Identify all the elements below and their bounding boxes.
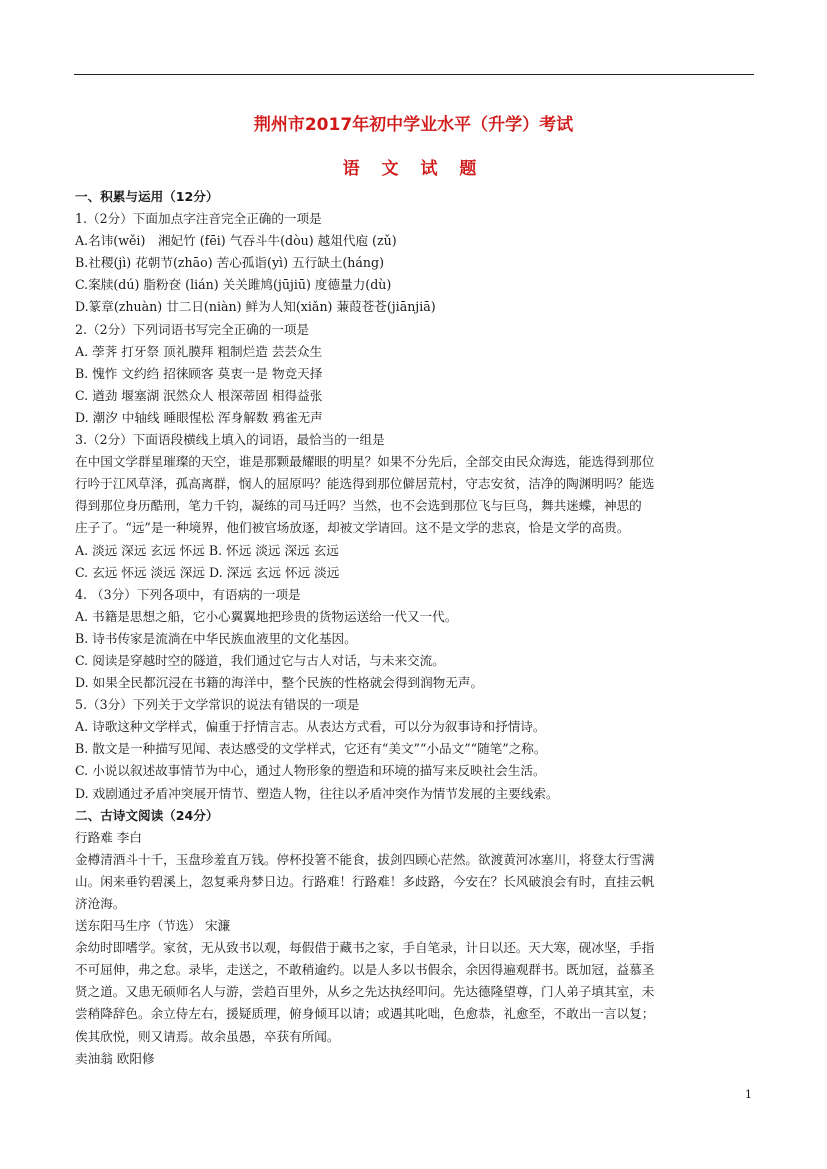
option-line: C.案牍(dú) 脂粉奁 (lián) 关关雎鸠(jūjiū) 度德量力(dù) [75, 277, 392, 293]
passage-line: 行吟于江风草泽，孤高离群，悯人的屈原吗？能选得到那位僻居荒村，守志安贫，洁净的陶渊明吗？能选 [75, 476, 655, 492]
question-stem: 1.（2分）下面加点字注音完全正确的一项是 [75, 211, 322, 227]
question-stem: 5.（3分）下列关于文学常识的说法有错误的一项是 [75, 697, 360, 713]
text-line: 不可屈伸，弗之怠。录毕，走送之，不敢稍逾约。以是人多以书假余，余因得遍观群书。既加冠，益慕圣 [75, 962, 655, 978]
exam-subtitle: 语 文 试 题 [342, 159, 485, 179]
option-line: B. 愧怍 文约绉 招徕顾客 莫衷一是 物竞天择 [75, 365, 323, 381]
option-line: D. 如果全民都沉浸在书籍的海洋中，整个民族的性格就会得到润物无声。 [75, 675, 484, 691]
passage-line: 在中国文学群星璀璨的天空，谁是那颗最耀眼的明星？如果不分先后，全部交由民众海选，能选得到那位 [75, 454, 655, 470]
text-line: 济沧海。 [75, 896, 126, 911]
question-stem: 3.（2分）下面语段横线上填入的词语，最恰当的一组是 [75, 432, 385, 448]
option-line: C. 玄远 怀远 淡远 深远 D. 深远 玄远 怀远 淡远 [75, 564, 340, 580]
passage-line: 庄子了。“远”是一种境界，他们被官场放逐，却被文学请回。这不是文学的悲哀，恰是文学的高贵。 [75, 520, 630, 536]
page-number: 1 [745, 1088, 752, 1101]
option-line: A. 荸荠 打牙祭 顶礼膜拜 粗制烂造 芸芸众生 [75, 343, 323, 359]
option-line: D. 潮汐 中轴线 睡眼惺松 浑身解数 鸦雀无声 [75, 409, 323, 425]
option-line: C. 小说以叙述故事情节为中心，通过人物形象的塑造和环境的描写来反映社会生活。 [75, 763, 546, 779]
text-line: 余幼时即嗜学。家贫，无从致书以观，每假借于藏书之家，手自笔录，计日以还。天大寒，砚冰坚，手指 [75, 940, 655, 956]
option-line: A.名讳(wěi) 湘妃竹 (fēi) 气吞斗牛(dòu) 越俎代庖 (zǔ) [75, 233, 397, 249]
option-line: C. 遒劲 堰塞湖 泯然众人 根深蒂固 相得益张 [75, 387, 323, 403]
header-rule [74, 74, 754, 75]
option-line: D.篆章(zhuàn) 廿二日(niàn) 鲜为人知(xiǎn) 蒹葭苍苍(jiānjiā) [75, 299, 436, 315]
text-line: 山。闲来垂钓碧溪上，忽复乘舟梦日边。行路难！行路难！多歧路，今安在？长风破浪会有时，直挂云帆 [75, 873, 655, 889]
exam-content [75, 186, 755, 1070]
question-stem: 4. （3分）下列各项中，有语病的一项是 [75, 586, 301, 602]
exam-title: 荆州市2017年初中学业水平（升学）考试 [253, 115, 574, 135]
text-line: 贤之道。又患无硕师名人与游，尝趋百里外，从乡之先达执经叩问。先达德隆望尊，门人弟子填其室，未 [75, 984, 655, 1000]
text-line: 金樽清酒斗十千，玉盘珍羞直万钱。停杯投箸不能食，拔剑四顾心茫然。欲渡黄河冰塞川，将登太行雪满 [75, 851, 655, 867]
section-heading: 二、古诗文阅读（24分） [75, 807, 219, 823]
section-heading: 一、积累与运用（12分） [75, 189, 219, 204]
option-line: A. 诗歌这种文学样式，偏重于抒情言志。从表达方式看，可以分为叙事诗和抒情诗。 [75, 719, 546, 735]
option-line: B. 诗书传家是流淌在中华民族血液里的文化基因。 [75, 630, 357, 646]
text-title: 卖油翁 欧阳修 [75, 1050, 155, 1066]
text-line: 尝稍降辞色。余立侍左右，援疑质理，俯身倾耳以请；或遇其叱咄，色愈恭，礼愈至，不敢出一言以复； [75, 1006, 655, 1022]
option-line: A. 淡远 深远 玄远 怀远 B. 怀远 淡远 深远 玄远 [75, 542, 339, 558]
passage-line: 得到那位身历酷刑，笔力千钧，凝练的司马迁吗？当然，也不会选到那位飞与巨鸟，舞共迷蝶，神思的 [75, 498, 642, 514]
question-stem: 2.（2分）下列词语书写完全正确的一项是 [75, 321, 310, 337]
text-title: 送东阳马生序（节选） 宋濂 [75, 918, 231, 934]
option-line: B.社稷(jì) 花朝节(zhāo) 苦心孤诣(yì) 五行缺土(háng) [75, 255, 384, 271]
option-line: D. 戏剧通过矛盾冲突展开情节、塑造人物，往往以矛盾冲突作为情节发展的主要线索。 [75, 785, 559, 801]
option-line: C. 阅读是穿越时空的隧道，我们通过它与古人对话，与未来交流。 [75, 652, 445, 668]
text-line: 俟其欣悦，则又请焉。故余虽愚，卒获有所闻。 [75, 1028, 340, 1044]
option-line: B. 散文是一种描写见闻、表达感受的文学样式，它还有“美文”“小品文”“随笔”之称。 [75, 741, 547, 757]
text-title: 行路难 李白 [75, 829, 142, 845]
option-line: A. 书籍是思想之船，它小心翼翼地把珍贵的货物运送给一代又一代。 [75, 608, 458, 624]
